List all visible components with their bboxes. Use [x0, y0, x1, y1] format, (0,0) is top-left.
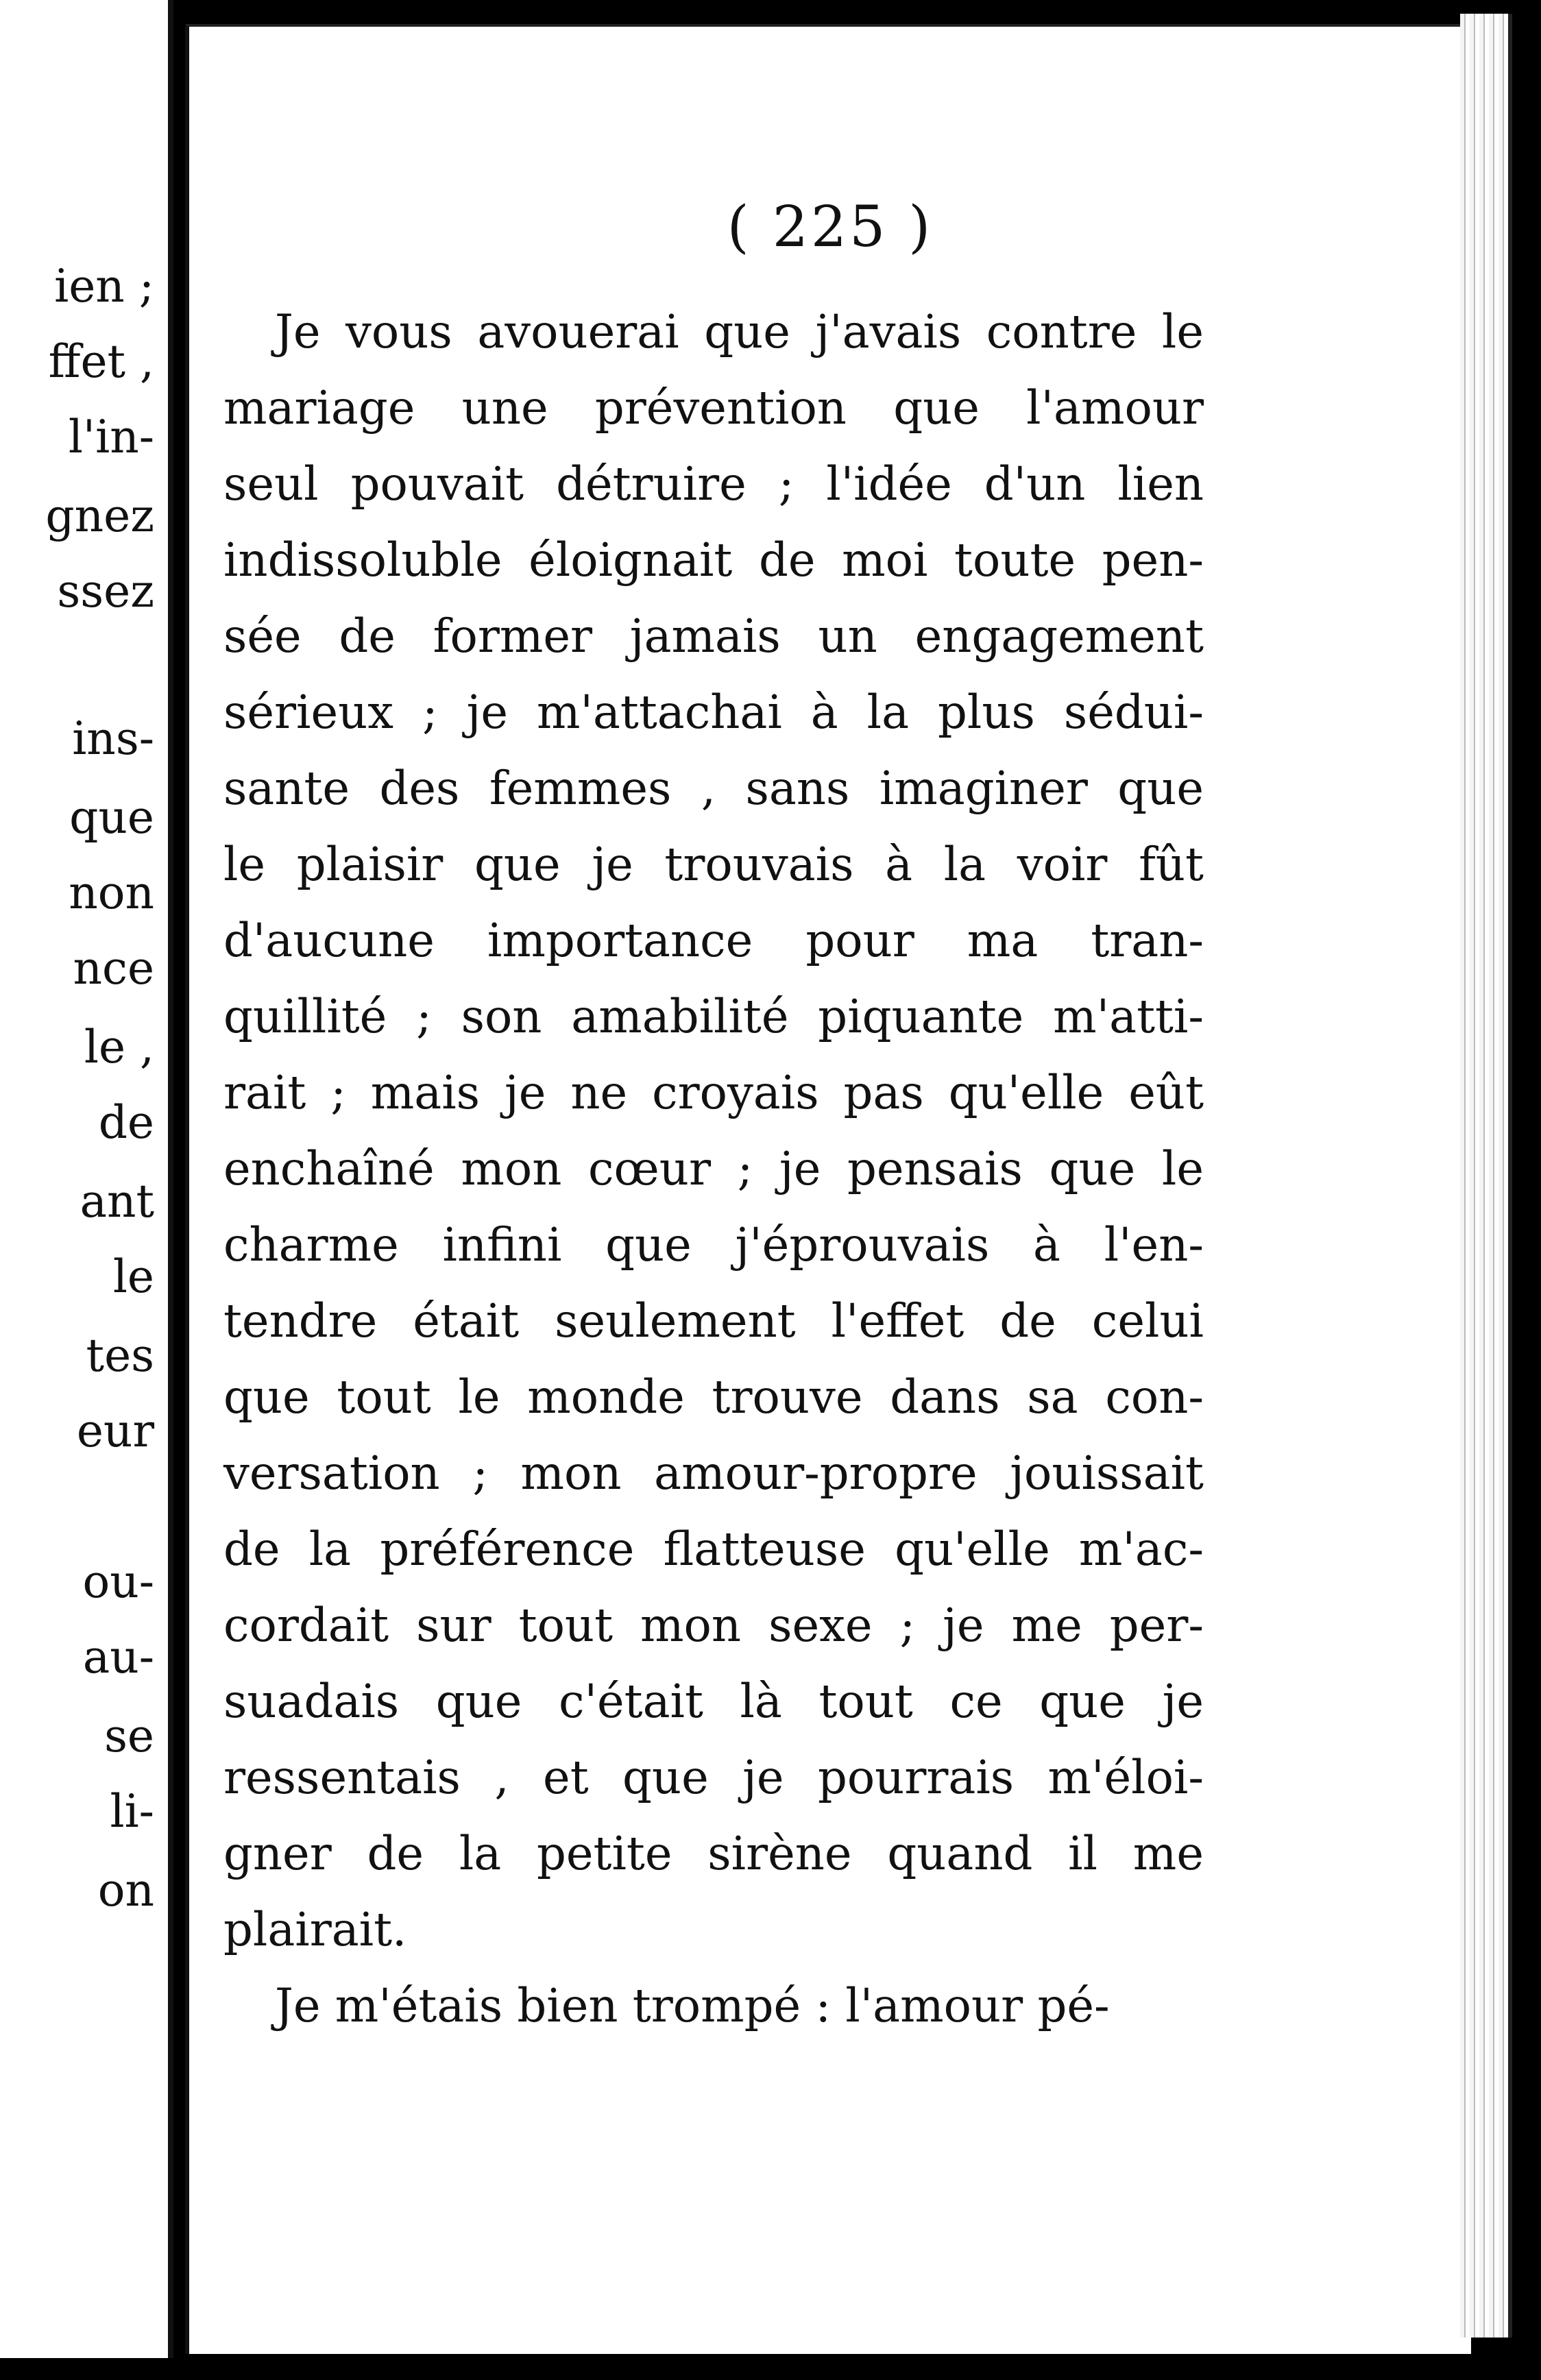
text-line: enchaîné mon cœur ; je pensais que le [223, 1142, 1204, 1195]
fragment-line: de [98, 1096, 154, 1149]
paragraph-1 [223, 294, 1204, 1968]
text-line: sérieux ; je m'attachai à la plus sédui- [223, 685, 1204, 739]
text-line: rait ; mais je ne croyais pas qu'elle eût [223, 1066, 1204, 1119]
text-line: d'aucune importance pour ma tran- [223, 914, 1204, 967]
fragment-line: non [69, 866, 154, 919]
fragment-line: au- [82, 1631, 154, 1684]
page-edges [1460, 14, 1512, 2338]
fragment-line: ffet , [48, 335, 154, 388]
fragment-line: le , [84, 1021, 154, 1073]
text-line: de la préférence flatteuse qu'elle m'ac- [223, 1522, 1204, 1576]
fragment-line: tes [86, 1329, 154, 1382]
text-line: charme infini que j'éprouvais à l'en- [223, 1218, 1204, 1272]
fragment-line: que [69, 791, 154, 844]
text-line: suadais que c'était là tout ce que je [223, 1675, 1204, 1728]
fragment-line: nce [73, 942, 154, 995]
fragment-line: ant [80, 1175, 154, 1228]
page-body [223, 294, 1204, 2044]
text-line: sée de former jamais un engagement [223, 609, 1204, 663]
text-line: cordait sur tout mon sexe ; je me per- [223, 1599, 1204, 1652]
text-line: Je vous avouerai que j'avais contre le [275, 305, 1204, 359]
paragraph-2 [223, 1968, 1204, 2044]
fragment-line: ssez [57, 565, 154, 618]
text-line: plairait. [223, 1903, 407, 1956]
fragment-line: eur [76, 1405, 154, 1457]
text-line: tendre était seulement l'effet de celui [223, 1294, 1204, 1348]
text-line: sante des femmes , sans imaginer que [223, 762, 1204, 815]
book-page [185, 24, 1471, 2354]
text-line: seul pouvait détruire ; l'idée d'un lien [223, 457, 1204, 511]
fragment-line: ou- [82, 1555, 154, 1608]
text-line: versation ; mon amour-propre jouissait [223, 1446, 1204, 1500]
page-number: ( 225 ) [727, 195, 934, 260]
fragment-line: ins- [72, 712, 154, 765]
fragment-line: le [112, 1250, 154, 1303]
fragment-line: l'in- [68, 411, 154, 463]
text-line: indissoluble éloignait de moi toute pen- [223, 533, 1204, 587]
fragment-line: on [97, 1864, 154, 1917]
fragment-line: gnez [45, 489, 154, 542]
text-line: quillité ; son amabilité piquante m'atti- [223, 990, 1204, 1043]
fragment-line: li- [110, 1785, 154, 1838]
fragment-line: se [104, 1710, 154, 1762]
text-line: gner de la petite sirène quand il me [223, 1827, 1204, 1880]
text-line: le plaisir que je trouvais à la voir fût [223, 838, 1204, 891]
fragment-line: ien ; [54, 260, 154, 313]
text-line: ressentais , et que je pourrais m'éloi- [223, 1751, 1204, 1804]
text-line: Je m'étais bien trompé : l'amour pé- [275, 1979, 1110, 2032]
text-line: que tout le monde trouve dans sa con- [223, 1370, 1204, 1424]
text-line: mariage une prévention que l'amour [223, 381, 1204, 435]
previous-page-fragment [0, 0, 173, 2358]
